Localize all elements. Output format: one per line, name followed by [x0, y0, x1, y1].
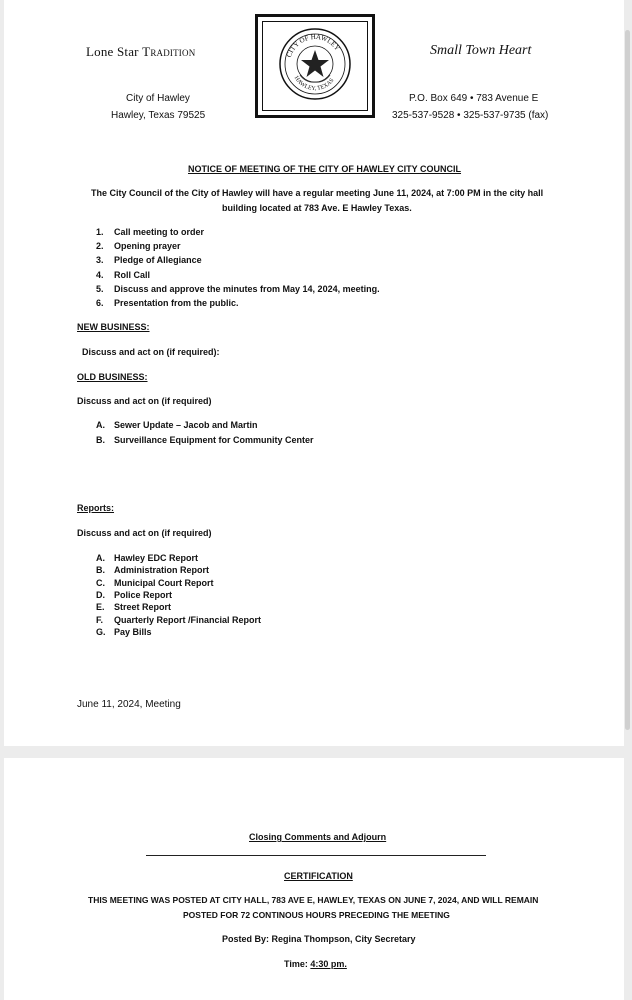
scrollbar[interactable] [625, 30, 630, 730]
report-item: F. Quarterly Report /Financial Report [96, 615, 262, 625]
svg-text:HAWLEY, TEXAS: HAWLEY, TEXAS [292, 75, 336, 93]
phone-numbers: 325-537-9528 • 325-537-9735 (fax) [392, 110, 549, 121]
agenda-item: 6. Presentation from the public. [96, 298, 239, 308]
reports-heading: Reports: [77, 503, 115, 513]
notice-intro-line-1: The City Council of the City of Hawley will have a regular meeting June 11, 2024, at 7:00 PM in the city hall [91, 188, 544, 198]
agenda-item: 2. Opening prayer [96, 241, 181, 251]
agenda-item: 5. Discuss and approve the minutes from May 14, 2024, meeting. [96, 284, 380, 294]
report-item: A. Hawley EDC Report [96, 553, 199, 563]
agenda-item: 1. Call meeting to order [96, 227, 205, 237]
report-item: E. Street Report [96, 602, 172, 612]
certification-line-1: THIS MEETING WAS POSTED AT CITY HALL, 783 AVE E, HAWLEY, TEXAS ON JUNE 7, 2024, AND WILL REMAIN [88, 895, 539, 905]
agenda-item: 3. Pledge of Allegiance [96, 255, 202, 265]
agenda-item: 4. Roll Call [96, 270, 151, 280]
svg-text:CITY OF HAWLEY: CITY OF HAWLEY [285, 32, 342, 59]
report-item: G. Pay Bills [96, 627, 152, 637]
report-item: C. Municipal Court Report [96, 578, 214, 588]
letterhead-left-title: Lone Star Tradition [86, 44, 196, 59]
report-item: B. Administration Report [96, 565, 210, 575]
city-seal-icon [278, 27, 352, 101]
city-name: City of Hawley [126, 93, 190, 104]
posted-time: Time: 4:30 pm. [284, 959, 347, 969]
city-seal-frame [255, 14, 375, 118]
certification-line-2: POSTED FOR 72 CONTINOUS HOURS PRECEDING THE MEETING [183, 910, 450, 920]
certification-heading: CERTIFICATION [284, 871, 353, 881]
po-box-address: P.O. Box 649 • 783 Avenue E [409, 93, 539, 104]
old-business-item: B. Surveillance Equipment for Community Center [96, 435, 314, 445]
letterhead-right-title: Small Town Heart [430, 43, 532, 58]
closing-heading: Closing Comments and Adjourn [249, 832, 387, 842]
new-business-line: Discuss and act on (if required): [82, 347, 220, 357]
old-business-line: Discuss and act on (if required) [77, 396, 212, 406]
page-footer: June 11, 2024, Meeting [77, 699, 181, 710]
notice-intro-line-2: building located at 783 Ave. E Hawley Texas. [222, 203, 412, 213]
new-business-heading: NEW BUSINESS: [77, 322, 150, 332]
city-address: Hawley, Texas 79525 [111, 110, 206, 121]
report-item: D. Police Report [96, 590, 173, 600]
notice-title: NOTICE OF MEETING OF THE CITY OF HAWLEY CITY COUNCIL [188, 164, 462, 174]
old-business-item: A. Sewer Update – Jacob and Martin [96, 420, 258, 430]
old-business-heading: OLD BUSINESS: [77, 372, 148, 382]
reports-line: Discuss and act on (if required) [77, 528, 212, 538]
signature-line [146, 855, 486, 856]
posted-by: Posted By: Regina Thompson, City Secretary [222, 934, 416, 944]
